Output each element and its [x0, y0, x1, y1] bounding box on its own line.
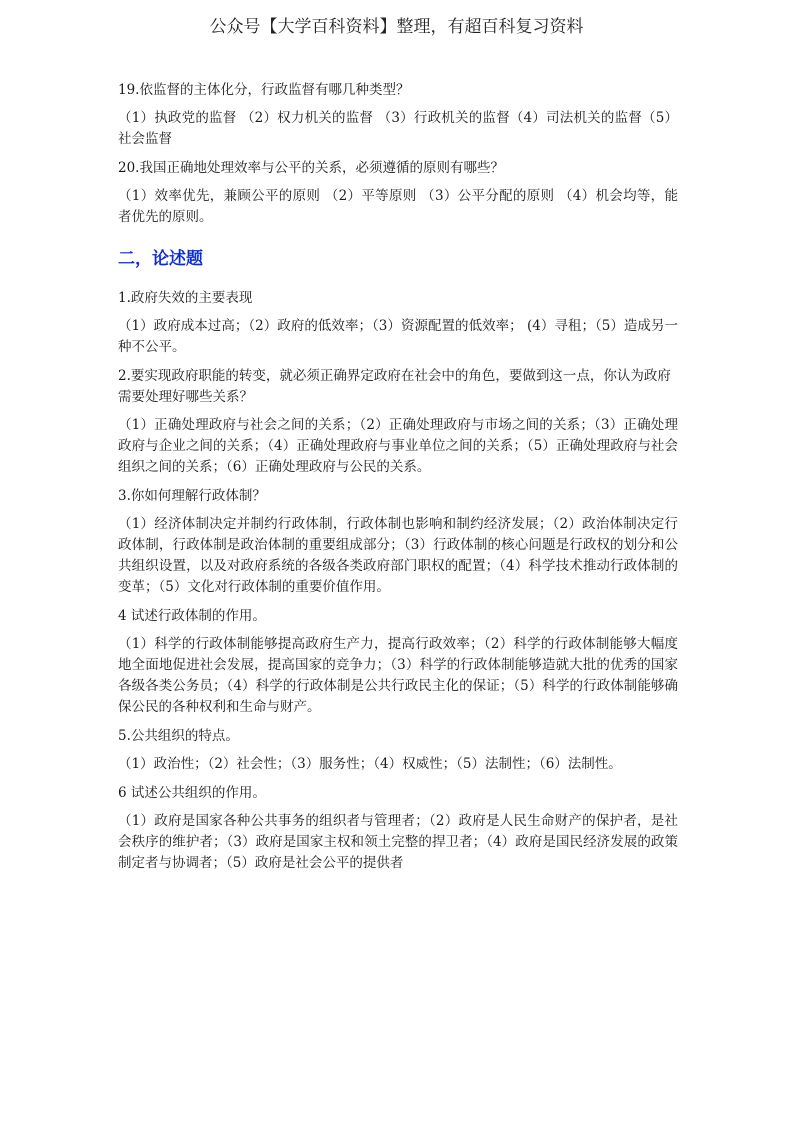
question-text: 20.我国正确地处理效率与公平的关系，必须遵循的原则有哪些？	[118, 160, 504, 176]
question-text: 5.公共组织的特点。	[118, 728, 239, 744]
page-header: 公众号【大学百科资料】整理，有超百科复习资料	[209, 17, 584, 37]
answer-text: （1）政府是国家各种公共事务的组织者与管理者；（2）政府是人民生命财产的保护者，是社会秩序的维护者；（3）政府是国家主权和领土完整的捍卫者；（4）政府是国民经济发展的政策制定者与协调者；（5）政府是社会公平的提供者	[118, 813, 678, 871]
qa-item-20	[118, 158, 678, 228]
question-text: 4 试述行政体制的作用。	[118, 608, 266, 624]
question-text: 6 试述公共组织的作用。	[118, 785, 266, 801]
qa-item-3	[118, 486, 678, 598]
question-text: 1.政府失效的主要表现	[118, 290, 253, 306]
answer-text: （1）经济体制决定并制约行政体制，行政体制也影响和制约经济发展；（2）政治体制决定行政体制，行政体制是政治体制的重要组成部分；（3）行政体制的核心问题是行政权的划分和公共组织设置，以及对政府系统的各级各类政府部门职权的配置；（4）科学技术推动行政体制的变革；（5）文化对行政体制的重要价值作用。	[118, 516, 678, 595]
qa-item-1	[118, 288, 678, 358]
answer-text: （1）政治性；（2）社会性；（3）服务性；（4）权威性；（5）法制性；（6）法制性。	[118, 756, 622, 772]
qa-item-6	[118, 783, 678, 874]
qa-item-4	[118, 606, 678, 718]
section-heading: 二，论述题	[118, 249, 203, 269]
answer-text: （1）政府成本过高；（2）政府的低效率；（3）资源配置的低效率； (4）寻租；（5）造成另一种不公平。	[118, 318, 678, 355]
question-text: 3.你如何理解行政体制？	[118, 488, 266, 504]
qa-item-2	[118, 366, 678, 478]
qa-item-19	[118, 80, 678, 150]
question-text: 2.要实现政府职能的转变，就必须正确界定政府在社会中的角色，要做到这一点，你认为政府需要处理好哪些关系？	[118, 368, 671, 405]
qa-item-5	[118, 726, 678, 775]
question-text: 19.依监督的主体化分，行政监督有哪几种类型？	[118, 82, 410, 98]
answer-text: （1）执政党的监督 （2）权力机关的监督 （3）行政机关的监督（4）司法机关的监督（5）社会监督	[118, 110, 678, 147]
answer-text: （1）效率优先，兼顾公平的原则 （2）平等原则 （3）公平分配的原则 （4）机会均等，能者优先的原则。	[118, 188, 678, 225]
answer-text: （1）正确处理政府与社会之间的关系；（2）正确处理政府与市场之间的关系；（3）正确处理政府与企业之间的关系；（4）正确处理政府与事业单位之间的关系；（5）正确处理政府与社会组织之间的关系；（6）正确处理政府与公民的关系。	[118, 417, 678, 475]
answer-text: （1）科学的行政体制能够提高政府生产力，提高行政效率；（2）科学的行政体制能够大幅度地全面地促进社会发展，提高国家的竞争力；（3）科学的行政体制能够造就大批的优秀的国家各级各类公务员；（4）科学的行政体制是公共行政民主化的保证；（5）科学的行政体制能够确保公民的各种权利和生命与财产。	[118, 636, 678, 715]
document-body	[118, 80, 678, 882]
